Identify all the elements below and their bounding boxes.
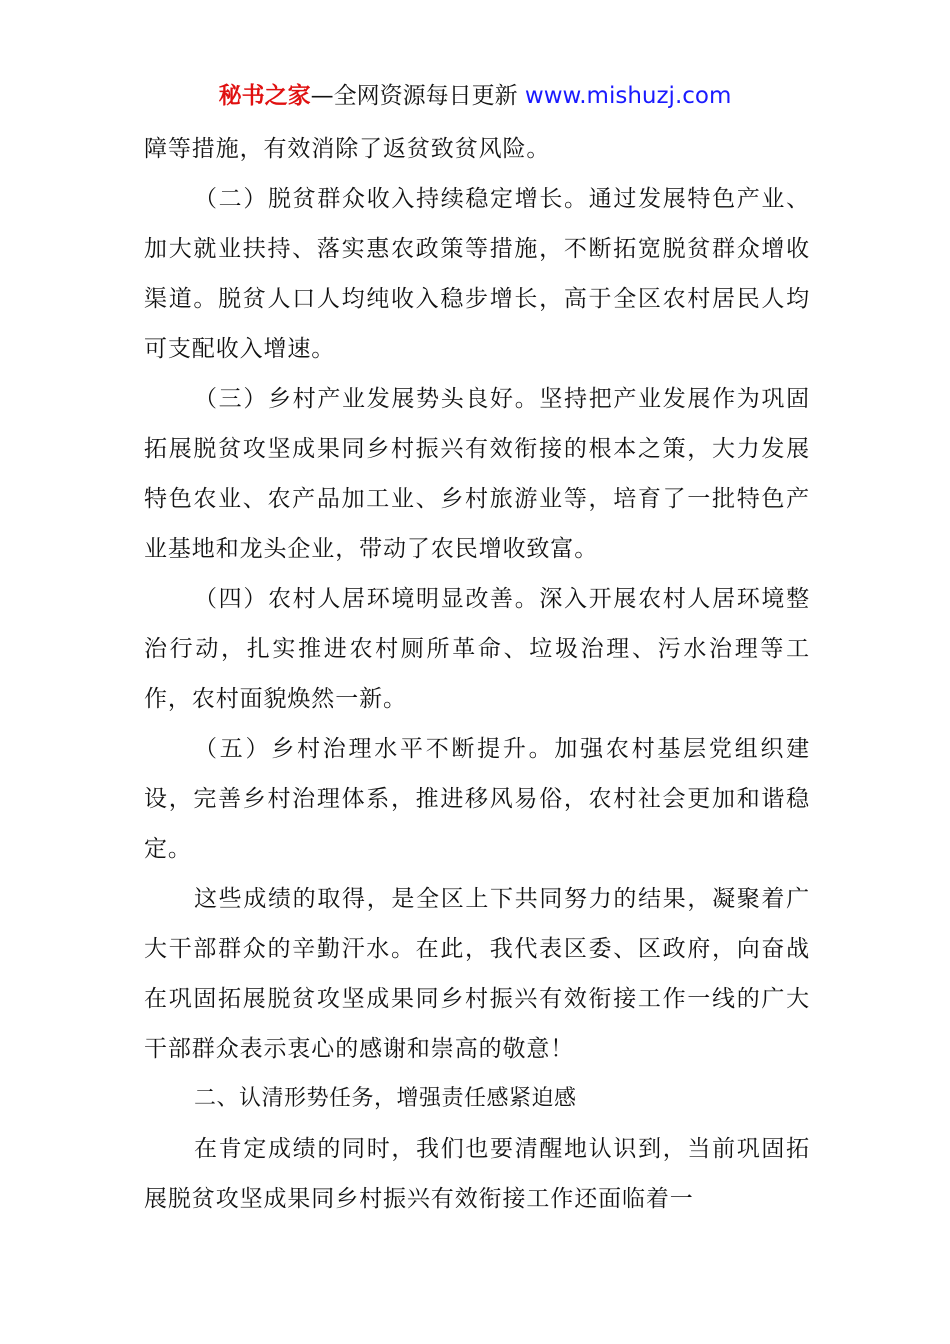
- paragraph-industry-development: （三）乡村产业发展势头良好。坚持把产业发展作为巩固拓展脱贫攻坚成果同乡村振兴有效衔接的根本之策，大力发展特色农业、农产品加工业、乡村旅游业等，培育了一批特色产业基地和龙头企业，带动了农民增收致富。: [144, 386, 810, 562]
- paragraph-rural-governance: （五）乡村治理水平不断提升。加强农村基层党组织建设，完善乡村治理体系，推进移风易俗，农村社会更加和谐稳定。: [144, 736, 810, 862]
- site-tagline: —全网资源每日更新: [310, 83, 525, 109]
- site-brand: 秘书之家: [218, 83, 311, 109]
- site-url-link[interactable]: www.mishuzj.com: [524, 83, 732, 109]
- site-header: [0, 80, 950, 112]
- paragraph-income-growth: （二）脱贫群众收入持续稳定增长。通过发展特色产业、加大就业扶持、落实惠农政策等措施，不断拓宽脱贫群众增收渠道。脱贫人口人均纯收入稳步增长，高于全区农村居民人均可支配收入增速。: [144, 186, 810, 362]
- paragraph-acknowledgement: 这些成绩的取得，是全区上下共同努力的结果，凝聚着广大干部群众的辛勤汗水。在此，我代表区委、区政府，向奋战在巩固拓展脱贫攻坚成果同乡村振兴有效衔接工作一线的广大干部群众表示衷心的感谢和崇高的敬意！: [144, 886, 810, 1062]
- paragraph-continuation: 障等措施，有效消除了返贫致贫风险。: [144, 136, 551, 162]
- document-body: [144, 124, 810, 1224]
- paragraph-challenges: 在肯定成绩的同时，我们也要清醒地认识到，当前巩固拓展脱贫攻坚成果同乡村振兴有效衔接工作还面临着一: [144, 1136, 810, 1212]
- section-heading: 二、认清形势任务，增强责任感紧迫感: [194, 1086, 577, 1111]
- paragraph-living-environment: （四）农村人居环境明显改善。深入开展农村人居环境整治行动，扎实推进农村厕所革命、垃圾治理、污水治理等工作，农村面貌焕然一新。: [144, 586, 810, 712]
